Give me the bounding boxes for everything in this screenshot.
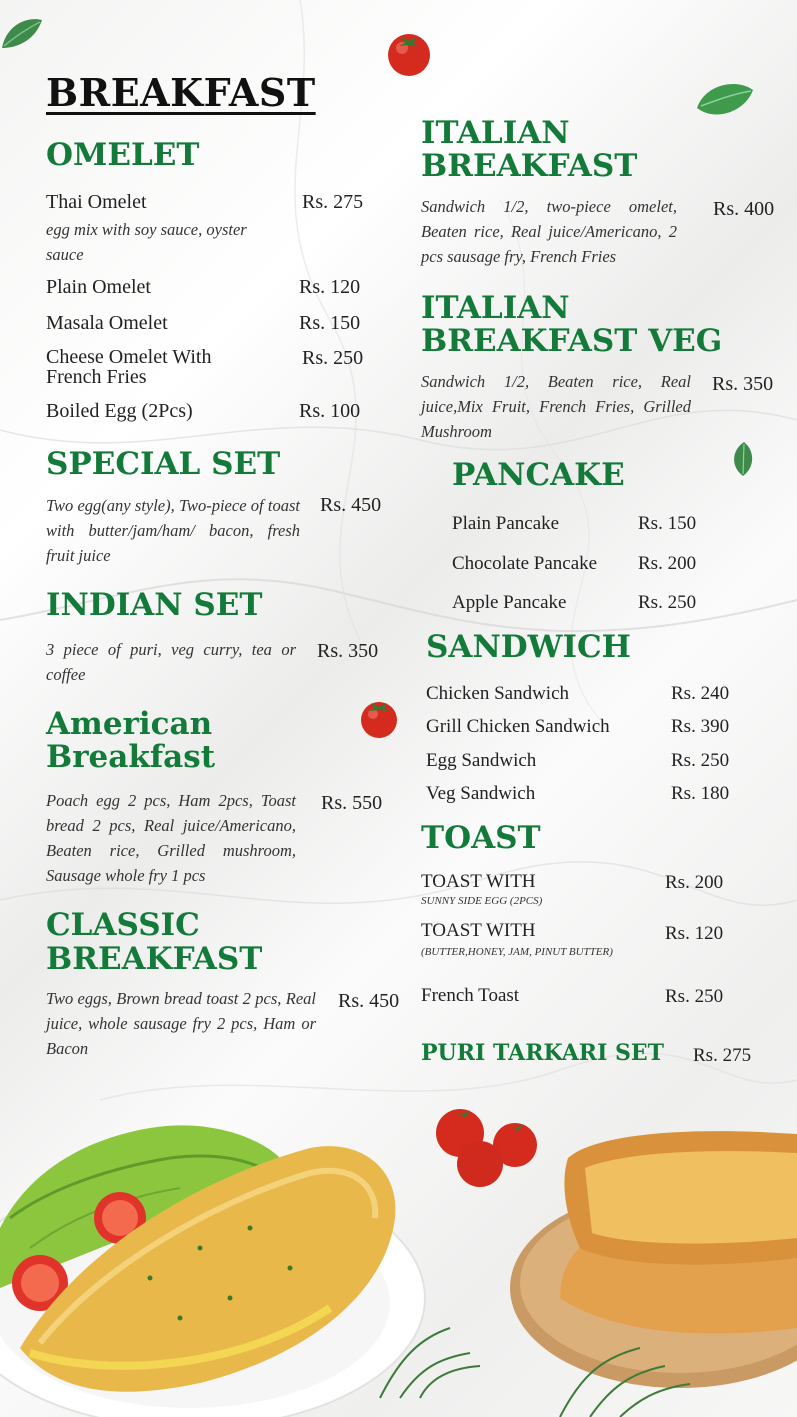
- menu-item-price: Rs. 120: [665, 923, 724, 944]
- special-set-desc: Two egg(any style), Two-piece of toast with butter/jam/ham/ bacon, fresh fruit juice: [46, 496, 300, 565]
- menu-item-sub: (BUTTER,HONEY, JAM, PINUT BUTTER): [421, 946, 613, 958]
- menu-item-price: Rs. 390: [671, 716, 730, 737]
- page-title: BREAKFAST: [46, 70, 316, 115]
- menu-item-name: Cheese Omelet With French Fries: [46, 346, 212, 388]
- menu-item-name: Chocolate Pancake: [452, 553, 598, 574]
- pancake-heading: PANCAKE: [452, 457, 625, 493]
- mint-leaf-icon: [728, 440, 758, 478]
- menu-item-desc: egg mix with soy sauce, oyster sauce: [46, 220, 247, 264]
- american-price: Rs. 550: [321, 792, 383, 814]
- classic-price: Rs. 450: [338, 990, 400, 1012]
- indian-set-heading: INDIAN SET: [46, 587, 263, 623]
- italian-desc: Sandwich 1/2, two-piece omelet, Beaten rice, Real juice/Americano, 2 pcs sausage fry, French Fries: [421, 197, 677, 266]
- menu-item-sub: SUNNY SIDE EGG (2PCS): [421, 895, 543, 907]
- menu-item-name: TOAST WITH: [421, 920, 536, 941]
- menu-item-name: Plain Omelet: [46, 276, 151, 298]
- menu-item-price: Rs. 275: [302, 191, 364, 213]
- classic-heading-line2: BREAKFAST: [46, 941, 263, 977]
- menu-item-price: Rs. 250: [638, 592, 697, 613]
- menu-item-price: Rs. 240: [671, 683, 730, 704]
- menu-item-price: Rs. 250: [665, 986, 724, 1007]
- italian-veg-price: Rs. 350: [712, 373, 774, 395]
- italian-veg-heading-line1: ITALIAN: [421, 290, 570, 326]
- menu-item-name: Boiled Egg (2Pcs): [46, 400, 193, 422]
- italian-veg-heading-line2: BREAKFAST VEG: [421, 323, 723, 359]
- menu-item-price: Rs. 250: [302, 347, 364, 369]
- toast-heading: TOAST: [421, 820, 541, 856]
- menu-item-price: Rs. 200: [638, 553, 697, 574]
- menu-item-price: Rs. 150: [299, 312, 361, 334]
- italian-veg-desc: Sandwich 1/2, Beaten rice, Real juice,Mix Fruit, French Fries, Grilled Mushroom: [421, 372, 691, 441]
- omelet-heading: OMELET: [46, 137, 200, 173]
- italian-price: Rs. 400: [713, 198, 775, 220]
- menu-item-name: TOAST WITH: [421, 871, 536, 892]
- menu-item-name: Masala Omelet: [46, 312, 168, 334]
- tomato-icon: [357, 694, 401, 742]
- menu-item-price: Rs. 200: [665, 872, 724, 893]
- special-set-price: Rs. 450: [320, 494, 382, 516]
- menu-item-name: French Toast: [421, 985, 520, 1006]
- menu-item-name: Plain Pancake: [452, 513, 560, 534]
- menu-item-name: Thai Omelet: [46, 191, 147, 213]
- classic-heading-line1: CLASSIC: [46, 907, 200, 943]
- american-desc: Poach egg 2 pcs, Ham 2pcs, Toast bread 2 pcs, Real juice/Americano, Beaten rice, Grilled mushroom, Sausage whole fry 1 pcs: [46, 791, 296, 885]
- puri-tarkari-heading: PURI TARKARI SET: [421, 1040, 665, 1066]
- indian-set-desc: 3 piece of puri, veg curry, tea or coffee: [46, 640, 296, 684]
- food-illustration: [0, 1098, 797, 1417]
- menu-item-name: Veg Sandwich: [426, 783, 536, 804]
- sandwich-heading: SANDWICH: [426, 629, 631, 665]
- menu-item-price: Rs. 150: [638, 513, 697, 534]
- menu-item-name: Chicken Sandwich: [426, 683, 570, 704]
- mint-leaf-icon: [693, 78, 757, 122]
- tomato-icon: [383, 28, 435, 78]
- menu-item-name: Egg Sandwich: [426, 750, 537, 771]
- menu-item-price: Rs. 250: [671, 750, 730, 771]
- italian-heading-line1: ITALIAN: [421, 115, 570, 151]
- italian-heading-line2: BREAKFAST: [421, 148, 638, 184]
- classic-desc: Two eggs, Brown bread toast 2 pcs, Real juice, whole sausage fry 2 pcs, Ham or Bacon: [46, 989, 316, 1058]
- mint-leaf-icon: [0, 12, 44, 52]
- menu-item-name: Apple Pancake: [452, 592, 567, 613]
- menu-item-name: Grill Chicken Sandwich: [426, 716, 610, 737]
- menu-item-price: Rs. 100: [299, 400, 361, 422]
- special-set-heading: SPECIAL SET: [46, 446, 281, 482]
- puri-tarkari-price: Rs. 275: [693, 1045, 752, 1066]
- indian-set-price: Rs. 350: [317, 640, 379, 662]
- american-heading-line2: Breakfast: [46, 739, 216, 775]
- menu-item-price: Rs. 180: [671, 783, 730, 804]
- american-heading-line1: American: [46, 706, 213, 742]
- menu-item-price: Rs. 120: [299, 276, 361, 298]
